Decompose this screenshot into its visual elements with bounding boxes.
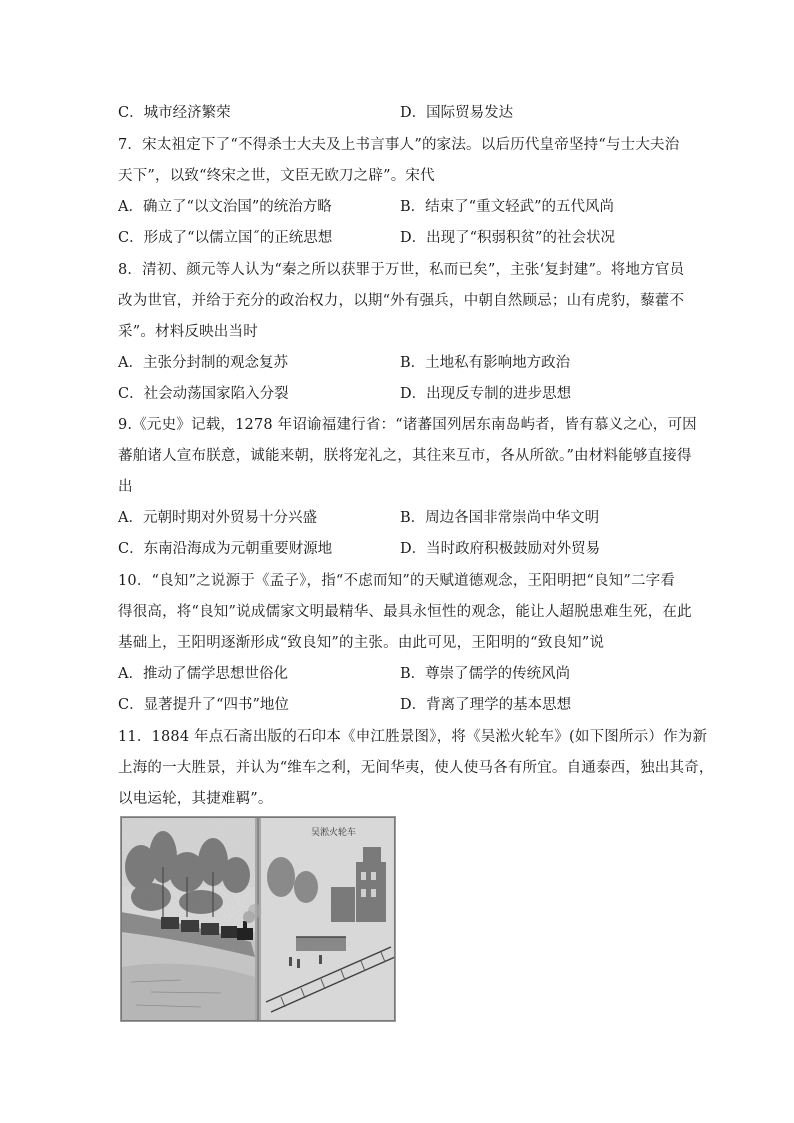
q8-option-c[interactable]: C．社会动荡国家陷入分裂: [118, 386, 289, 402]
q7-option-a[interactable]: A．确立了“以文治国”的统治方略: [118, 199, 332, 215]
q9-stem-line-2: 蕃舶诸人宣布朕意，诚能来朝，朕将宠礼之，其往来互市，各从所欲。”由材料能够直接得: [118, 448, 692, 464]
q7-option-c[interactable]: C．形成了“以儒立国˝的正统思想: [118, 230, 333, 246]
q6-option-d[interactable]: D．国际贸易发达: [400, 105, 514, 121]
q9-option-c[interactable]: C．东南沿海成为元朝重要财源地: [118, 541, 333, 557]
figure-title: 吴淞火轮车: [311, 828, 357, 838]
q9-stem-line-3: 出: [118, 479, 133, 495]
q8-option-d[interactable]: D．出现反专制的进步思想: [400, 386, 572, 402]
q10-stem-line-2: 得很高，将“良知”说成儒家文明最精华、最具永恒性的观念，能让人超脱患难生死，在此: [118, 604, 692, 620]
q9-stem-line-1: 9.《元史》记载，1278 年诏谕福建行省：“诸蕃国列居东南岛屿者，皆有慕义之心，可因: [118, 417, 697, 433]
q10-option-c[interactable]: C．显著提升了“四书”地位: [118, 697, 289, 713]
q7-stem-line-1: 7．宋太祖定下了“不得杀士大夫及上书言事人”的家法。以后历代皇帝坚持“与士大夫治: [118, 137, 680, 153]
q8-stem-line-3: 采”。材料反映出当时: [118, 324, 258, 340]
q8-stem-line-1: 8．清初、颜元等人认为“秦之所以获罪于万世，私而已矣”，主张‘复封建”。将地方官员: [118, 262, 685, 278]
q9-option-d[interactable]: D．当时政府积极鼓励对外贸易: [400, 541, 601, 557]
q11-stem-line-3: 以电运轮，其捷难羁”。: [118, 791, 273, 807]
q10-stem-line-3: 基础上，王阳明逐渐形成“致良知”的主张。由此可见，王阳明的“致良知”说: [118, 635, 605, 651]
q8-stem-line-2: 改为世官，并给于充分的政治权力，以期“外有强兵，中朝自然顾忌；山有虎豹，藜藿不: [118, 293, 685, 309]
q9-option-b[interactable]: B．周边各国非常崇尚中华文明: [400, 510, 600, 526]
q11-stem-line-1: 11．1884 年点石斋出版的石印本《申江胜景图》，将《吴淞火轮车》(如下图所示）作为新: [118, 729, 708, 745]
q7-option-b[interactable]: B．结束了“重文轻武”的五代风尚: [400, 199, 614, 215]
q11-stem-line-2: 上海的一大胜景，并认为“维车之利，无间华夷，使人使马各有所宜。自通泰西，独出其奇，: [118, 760, 714, 776]
q8-option-a[interactable]: A．主张分封制的观念复苏: [118, 355, 288, 371]
q10-option-a[interactable]: A．推动了儒学思想世俗化: [118, 666, 288, 682]
lithograph-illustration: [121, 817, 395, 1021]
q10-stem-line-1: 10．“良知”之说源于《孟子》，指“不虑而知”的天赋道德观念，王阳明把“良知”二字看: [118, 573, 676, 589]
q10-option-d[interactable]: D．背离了理学的基本思想: [400, 697, 572, 713]
q6-option-c[interactable]: C．城市经济繁荣: [118, 105, 231, 121]
q9-option-a[interactable]: A．元朝时期对外贸易十分兴盛: [118, 510, 317, 526]
q10-option-b[interactable]: B．尊崇了儒学的传统风尚: [400, 666, 571, 682]
q7-option-d[interactable]: D．出现了“积弱积贫”的社会状况: [400, 230, 615, 246]
q7-stem-line-2: 天下”，以致“终宋之世，文臣无欧刀之辟”。宋代: [118, 168, 435, 184]
q8-option-b[interactable]: B．土地私有影响地方政治: [400, 355, 571, 371]
wusong-train-lithograph: [120, 816, 396, 1022]
